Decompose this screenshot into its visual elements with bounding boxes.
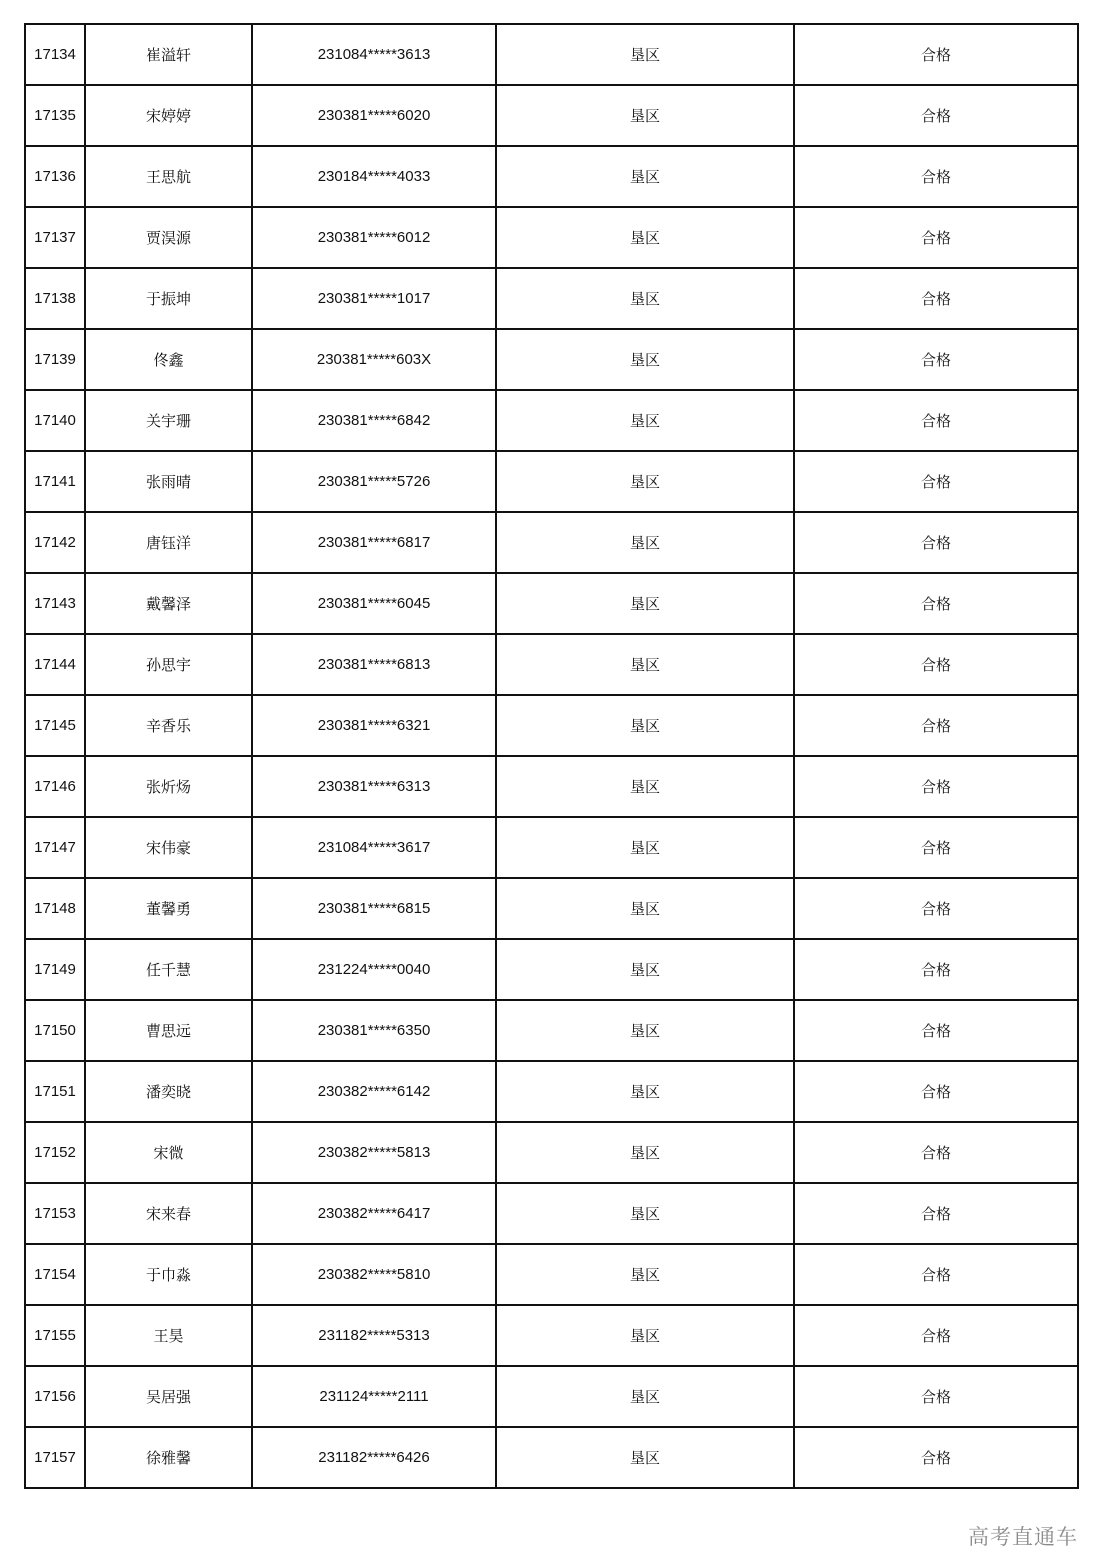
table-row <box>25 207 1078 268</box>
table-row <box>25 85 1078 146</box>
name-cell: 辛香乐 <box>85 695 252 756</box>
id-number-cell: 230381*****6350 <box>252 1000 496 1061</box>
table-row <box>25 329 1078 390</box>
table-row <box>25 1183 1078 1244</box>
name-cell: 于巾淼 <box>85 1244 252 1305</box>
serial-number-cell: 17153 <box>25 1183 85 1244</box>
id-number-cell: 231124*****2111 <box>252 1366 496 1427</box>
region-cell: 垦区 <box>496 1427 794 1488</box>
region-cell: 垦区 <box>496 817 794 878</box>
name-cell: 崔溢轩 <box>85 24 252 85</box>
name-cell: 王昊 <box>85 1305 252 1366</box>
result-cell: 合格 <box>794 1244 1078 1305</box>
name-cell: 贾淏源 <box>85 207 252 268</box>
table-row <box>25 146 1078 207</box>
result-cell: 合格 <box>794 634 1078 695</box>
name-cell: 戴馨泽 <box>85 573 252 634</box>
name-cell: 唐钰洋 <box>85 512 252 573</box>
region-cell: 垦区 <box>496 1366 794 1427</box>
region-cell: 垦区 <box>496 878 794 939</box>
id-number-cell: 230382*****6142 <box>252 1061 496 1122</box>
id-number-cell: 231182*****6426 <box>252 1427 496 1488</box>
result-cell: 合格 <box>794 1305 1078 1366</box>
result-cell: 合格 <box>794 1427 1078 1488</box>
table-row <box>25 1000 1078 1061</box>
serial-number-cell: 17137 <box>25 207 85 268</box>
serial-number-cell: 17145 <box>25 695 85 756</box>
table-row <box>25 1427 1078 1488</box>
result-cell: 合格 <box>794 512 1078 573</box>
region-cell: 垦区 <box>496 512 794 573</box>
result-cell: 合格 <box>794 878 1078 939</box>
result-cell: 合格 <box>794 695 1078 756</box>
id-number-cell: 230381*****6813 <box>252 634 496 695</box>
region-cell: 垦区 <box>496 695 794 756</box>
serial-number-cell: 17142 <box>25 512 85 573</box>
name-cell: 王思航 <box>85 146 252 207</box>
table-row <box>25 1305 1078 1366</box>
table-row <box>25 1122 1078 1183</box>
name-cell: 张雨晴 <box>85 451 252 512</box>
result-cell: 合格 <box>794 24 1078 85</box>
region-cell: 垦区 <box>496 268 794 329</box>
serial-number-cell: 17150 <box>25 1000 85 1061</box>
region-cell: 垦区 <box>496 146 794 207</box>
serial-number-cell: 17144 <box>25 634 85 695</box>
id-number-cell: 230381*****6045 <box>252 573 496 634</box>
name-cell: 任千慧 <box>85 939 252 1000</box>
table-row <box>25 817 1078 878</box>
id-number-cell: 231084*****3613 <box>252 24 496 85</box>
result-cell: 合格 <box>794 1183 1078 1244</box>
result-cell: 合格 <box>794 268 1078 329</box>
region-cell: 垦区 <box>496 85 794 146</box>
table-row <box>25 390 1078 451</box>
roster-sheet <box>24 23 1077 1489</box>
roster-table <box>24 23 1079 1489</box>
serial-number-cell: 17143 <box>25 573 85 634</box>
region-cell: 垦区 <box>496 207 794 268</box>
name-cell: 潘奕晓 <box>85 1061 252 1122</box>
result-cell: 合格 <box>794 756 1078 817</box>
table-row <box>25 878 1078 939</box>
serial-number-cell: 17146 <box>25 756 85 817</box>
serial-number-cell: 17134 <box>25 24 85 85</box>
result-cell: 合格 <box>794 85 1078 146</box>
name-cell: 董馨勇 <box>85 878 252 939</box>
id-number-cell: 230381*****6313 <box>252 756 496 817</box>
id-number-cell: 230381*****6321 <box>252 695 496 756</box>
table-row <box>25 512 1078 573</box>
table-row <box>25 939 1078 1000</box>
serial-number-cell: 17149 <box>25 939 85 1000</box>
table-row <box>25 634 1078 695</box>
name-cell: 吴居强 <box>85 1366 252 1427</box>
name-cell: 曹思远 <box>85 1000 252 1061</box>
result-cell: 合格 <box>794 1366 1078 1427</box>
id-number-cell: 231224*****0040 <box>252 939 496 1000</box>
id-number-cell: 231084*****3617 <box>252 817 496 878</box>
region-cell: 垦区 <box>496 1305 794 1366</box>
table-row <box>25 24 1078 85</box>
serial-number-cell: 17138 <box>25 268 85 329</box>
serial-number-cell: 17155 <box>25 1305 85 1366</box>
serial-number-cell: 17157 <box>25 1427 85 1488</box>
result-cell: 合格 <box>794 1061 1078 1122</box>
result-cell: 合格 <box>794 1122 1078 1183</box>
serial-number-cell: 17148 <box>25 878 85 939</box>
id-number-cell: 231182*****5313 <box>252 1305 496 1366</box>
result-cell: 合格 <box>794 817 1078 878</box>
table-row <box>25 1061 1078 1122</box>
result-cell: 合格 <box>794 390 1078 451</box>
table-row <box>25 695 1078 756</box>
serial-number-cell: 17141 <box>25 451 85 512</box>
serial-number-cell: 17151 <box>25 1061 85 1122</box>
id-number-cell: 230381*****6817 <box>252 512 496 573</box>
result-cell: 合格 <box>794 146 1078 207</box>
region-cell: 垦区 <box>496 1244 794 1305</box>
id-number-cell: 230381*****6020 <box>252 85 496 146</box>
result-cell: 合格 <box>794 573 1078 634</box>
table-row <box>25 756 1078 817</box>
table-row <box>25 268 1078 329</box>
id-number-cell: 230381*****6012 <box>252 207 496 268</box>
region-cell: 垦区 <box>496 939 794 1000</box>
watermark: 高考直通车 <box>968 1525 1078 1549</box>
result-cell: 合格 <box>794 939 1078 1000</box>
table-row <box>25 573 1078 634</box>
region-cell: 垦区 <box>496 390 794 451</box>
result-cell: 合格 <box>794 207 1078 268</box>
name-cell: 宋来春 <box>85 1183 252 1244</box>
table-row <box>25 1366 1078 1427</box>
table-row <box>25 1244 1078 1305</box>
name-cell: 孙思宇 <box>85 634 252 695</box>
id-number-cell: 230381*****6842 <box>252 390 496 451</box>
id-number-cell: 230381*****6815 <box>252 878 496 939</box>
name-cell: 关宇珊 <box>85 390 252 451</box>
region-cell: 垦区 <box>496 1183 794 1244</box>
serial-number-cell: 17154 <box>25 1244 85 1305</box>
id-number-cell: 230382*****6417 <box>252 1183 496 1244</box>
id-number-cell: 230184*****4033 <box>252 146 496 207</box>
name-cell: 宋微 <box>85 1122 252 1183</box>
region-cell: 垦区 <box>496 634 794 695</box>
region-cell: 垦区 <box>496 1000 794 1061</box>
roster-table-body <box>25 24 1078 1488</box>
name-cell: 于振坤 <box>85 268 252 329</box>
result-cell: 合格 <box>794 329 1078 390</box>
serial-number-cell: 17135 <box>25 85 85 146</box>
region-cell: 垦区 <box>496 1122 794 1183</box>
id-number-cell: 230381*****1017 <box>252 268 496 329</box>
name-cell: 徐雅馨 <box>85 1427 252 1488</box>
serial-number-cell: 17156 <box>25 1366 85 1427</box>
region-cell: 垦区 <box>496 756 794 817</box>
serial-number-cell: 17136 <box>25 146 85 207</box>
region-cell: 垦区 <box>496 24 794 85</box>
id-number-cell: 230381*****5726 <box>252 451 496 512</box>
name-cell: 佟鑫 <box>85 329 252 390</box>
result-cell: 合格 <box>794 451 1078 512</box>
region-cell: 垦区 <box>496 451 794 512</box>
table-row <box>25 451 1078 512</box>
id-number-cell: 230382*****5813 <box>252 1122 496 1183</box>
name-cell: 张炘炀 <box>85 756 252 817</box>
serial-number-cell: 17139 <box>25 329 85 390</box>
region-cell: 垦区 <box>496 573 794 634</box>
name-cell: 宋伟豪 <box>85 817 252 878</box>
id-number-cell: 230382*****5810 <box>252 1244 496 1305</box>
region-cell: 垦区 <box>496 1061 794 1122</box>
serial-number-cell: 17140 <box>25 390 85 451</box>
region-cell: 垦区 <box>496 329 794 390</box>
id-number-cell: 230381*****603X <box>252 329 496 390</box>
serial-number-cell: 17147 <box>25 817 85 878</box>
serial-number-cell: 17152 <box>25 1122 85 1183</box>
name-cell: 宋婷婷 <box>85 85 252 146</box>
result-cell: 合格 <box>794 1000 1078 1061</box>
